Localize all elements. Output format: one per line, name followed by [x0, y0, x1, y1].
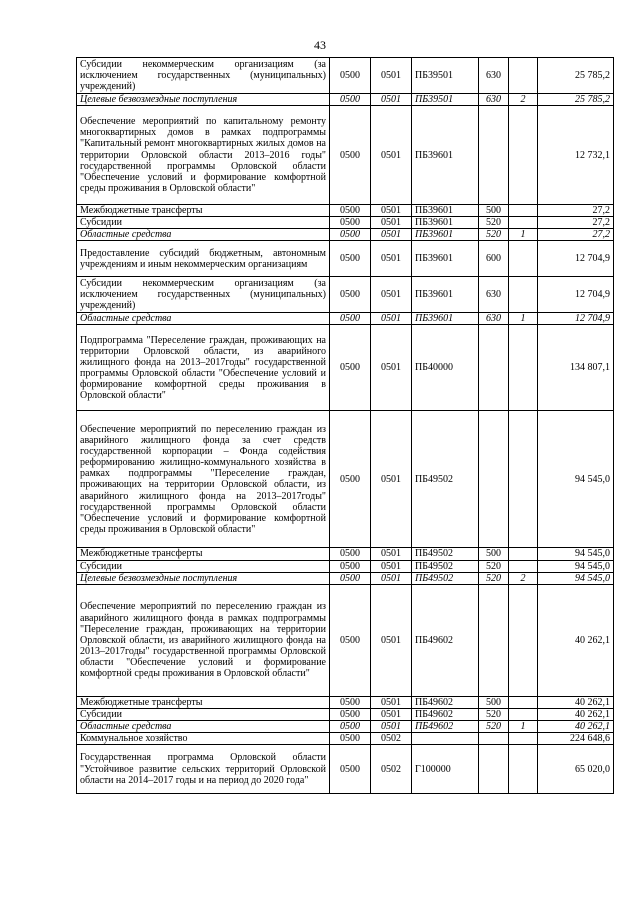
budget-table: [76, 57, 614, 794]
row-section-code: 0500: [330, 325, 371, 411]
row-target-code: [412, 733, 479, 745]
row-amount: 94 545,0: [538, 560, 614, 572]
table-row: [77, 548, 614, 560]
row-description: Целевые безвозмездные поступления: [77, 94, 330, 106]
row-expense-type-code: 500: [479, 205, 509, 217]
row-expense-type-code: 520: [479, 217, 509, 229]
row-section-code: 0500: [330, 277, 371, 313]
row-description: Обеспечение мероприятий по переселению граждан из аварийного жилищного фонда в рамках подпрограммы "Переселение граждан, проживающих на территории Орловской области, из аварийного жилищного фонда на 2013–2017годы" государственной программы Орловской области "Обеспечение условий и формирование комфортной среды проживания в Орловской области": [77, 584, 330, 696]
row-expense-type-code: 520: [479, 720, 509, 732]
row-funding-source-code: [509, 708, 538, 720]
row-section-code: 0500: [330, 58, 371, 94]
row-section-code: 0500: [330, 205, 371, 217]
table-row: [77, 572, 614, 584]
row-funding-source-code: [509, 548, 538, 560]
row-target-code: ПБ49602: [412, 696, 479, 708]
row-target-code: ПБ39601: [412, 217, 479, 229]
row-subsection-code: 0501: [371, 106, 412, 205]
row-amount: 40 262,1: [538, 720, 614, 732]
row-subsection-code: 0501: [371, 708, 412, 720]
row-description: Субсидии некоммерческим организациям (за исключением государственных (муниципальных) учреждений): [77, 277, 330, 313]
row-expense-type-code: 520: [479, 708, 509, 720]
row-description: Областные средства: [77, 720, 330, 732]
table-row: [77, 708, 614, 720]
row-subsection-code: 0501: [371, 313, 412, 325]
row-section-code: 0500: [330, 217, 371, 229]
row-subsection-code: 0501: [371, 572, 412, 584]
row-funding-source-code: 1: [509, 720, 538, 732]
row-section-code: 0500: [330, 720, 371, 732]
row-funding-source-code: [509, 217, 538, 229]
row-subsection-code: 0501: [371, 205, 412, 217]
row-subsection-code: 0501: [371, 241, 412, 277]
row-subsection-code: 0501: [371, 325, 412, 411]
row-expense-type-code: [479, 325, 509, 411]
row-funding-source-code: [509, 411, 538, 548]
row-expense-type-code: 520: [479, 572, 509, 584]
row-expense-type-code: 630: [479, 58, 509, 94]
row-amount: 134 807,1: [538, 325, 614, 411]
row-subsection-code: 0501: [371, 94, 412, 106]
row-target-code: Г100000: [412, 745, 479, 794]
row-amount: 65 020,0: [538, 745, 614, 794]
row-amount: 27,2: [538, 205, 614, 217]
row-funding-source-code: 2: [509, 572, 538, 584]
row-section-code: 0500: [330, 94, 371, 106]
row-subsection-code: 0501: [371, 229, 412, 241]
table-row: [77, 229, 614, 241]
row-funding-source-code: [509, 745, 538, 794]
row-description: Обеспечение мероприятий по капитальному ремонту многоквартирных домов в рамках подпрограммы "Капитальный ремонт многоквартирных жилых домов на территории Орловской области 2013–2016 годы" государственной программы Орловской области "Обеспечение условий и формирование комфортной среды проживания в Орловской области": [77, 106, 330, 205]
table-row: [77, 720, 614, 732]
table-row: [77, 745, 614, 794]
table-row: [77, 217, 614, 229]
row-target-code: ПБ49602: [412, 720, 479, 732]
row-amount: 40 262,1: [538, 696, 614, 708]
row-amount: 25 785,2: [538, 58, 614, 94]
row-funding-source-code: [509, 696, 538, 708]
row-amount: 12 732,1: [538, 106, 614, 205]
row-target-code: ПБ39501: [412, 58, 479, 94]
row-amount: 94 545,0: [538, 572, 614, 584]
table-row: [77, 584, 614, 696]
row-target-code: ПБ49602: [412, 584, 479, 696]
row-funding-source-code: 1: [509, 229, 538, 241]
row-funding-source-code: [509, 205, 538, 217]
table-row: [77, 696, 614, 708]
row-subsection-code: 0501: [371, 58, 412, 94]
row-amount: 12 704,9: [538, 277, 614, 313]
row-amount: 27,2: [538, 229, 614, 241]
row-subsection-code: 0501: [371, 696, 412, 708]
row-amount: 25 785,2: [538, 94, 614, 106]
row-expense-type-code: [479, 733, 509, 745]
table-row: [77, 241, 614, 277]
row-expense-type-code: 630: [479, 94, 509, 106]
row-description: Государственная программа Орловской области "Устойчивое развитие сельских территорий Орловской области на 2014–2017 годы и на период до 2020 года": [77, 745, 330, 794]
row-amount: 40 262,1: [538, 708, 614, 720]
row-funding-source-code: 1: [509, 313, 538, 325]
table-row: [77, 106, 614, 205]
row-funding-source-code: 2: [509, 94, 538, 106]
row-section-code: 0500: [330, 313, 371, 325]
row-amount: 94 545,0: [538, 411, 614, 548]
table-row: [77, 411, 614, 548]
row-description: Подпрограмма "Переселение граждан, проживающих на территории Орловской области, из аварийного жилищного фонда на 2013–2017годы" государственной программы Орловской области "Обеспечение условий и формирование комфортной среды проживания в Орловской области": [77, 325, 330, 411]
row-target-code: ПБ39601: [412, 241, 479, 277]
row-subsection-code: 0501: [371, 584, 412, 696]
row-target-code: ПБ49602: [412, 708, 479, 720]
row-expense-type-code: 500: [479, 548, 509, 560]
row-target-code: ПБ39601: [412, 106, 479, 205]
row-expense-type-code: [479, 106, 509, 205]
row-section-code: 0500: [330, 229, 371, 241]
row-description: Обеспечение мероприятий по переселению граждан из аварийного жилищного фонда за счет средств государственной корпорации – Фонда содействия реформированию жилищно-коммунального хозяйства в рамках подпрограммы "Переселение граждан, проживающих на территории Орловской области, из аварийного жилищного фонда на 2013–2017годы" государственной программы Орловской области "Обеспечение условий и формирование комфортной среды проживания в Орловской области": [77, 411, 330, 548]
row-expense-type-code: 500: [479, 696, 509, 708]
row-description: Целевые безвозмездные поступления: [77, 572, 330, 584]
row-funding-source-code: [509, 325, 538, 411]
row-expense-type-code: [479, 745, 509, 794]
row-target-code: ПБ39601: [412, 229, 479, 241]
row-funding-source-code: [509, 106, 538, 205]
row-subsection-code: 0501: [371, 560, 412, 572]
row-description: Предоставление субсидий бюджетным, автономным учреждениям и иным некоммерческим организациям: [77, 241, 330, 277]
table-row: [77, 58, 614, 94]
page-number: 43: [314, 38, 326, 52]
row-section-code: 0500: [330, 745, 371, 794]
row-subsection-code: 0501: [371, 217, 412, 229]
row-subsection-code: 0501: [371, 411, 412, 548]
table-row: [77, 205, 614, 217]
row-amount: 94 545,0: [538, 548, 614, 560]
table-row: [77, 560, 614, 572]
row-section-code: 0500: [330, 584, 371, 696]
row-subsection-code: 0501: [371, 720, 412, 732]
table-row: [77, 94, 614, 106]
row-description: Субсидии некоммерческим организациям (за исключением государственных (муниципальных) учреждений): [77, 58, 330, 94]
row-expense-type-code: 600: [479, 241, 509, 277]
row-funding-source-code: [509, 241, 538, 277]
row-section-code: 0500: [330, 572, 371, 584]
row-expense-type-code: 630: [479, 277, 509, 313]
row-description: Межбюджетные трансферты: [77, 548, 330, 560]
row-section-code: 0500: [330, 241, 371, 277]
table-row: [77, 313, 614, 325]
row-section-code: 0500: [330, 733, 371, 745]
row-funding-source-code: [509, 584, 538, 696]
row-target-code: ПБ39601: [412, 205, 479, 217]
row-target-code: ПБ49502: [412, 572, 479, 584]
row-amount: 12 704,9: [538, 241, 614, 277]
row-amount: 224 648,6: [538, 733, 614, 745]
row-target-code: ПБ49502: [412, 548, 479, 560]
row-section-code: 0500: [330, 696, 371, 708]
row-funding-source-code: [509, 560, 538, 572]
row-expense-type-code: 630: [479, 313, 509, 325]
row-description: Субсидии: [77, 708, 330, 720]
row-expense-type-code: 520: [479, 229, 509, 241]
row-section-code: 0500: [330, 560, 371, 572]
row-subsection-code: 0502: [371, 745, 412, 794]
table-row: [77, 277, 614, 313]
row-amount: 27,2: [538, 217, 614, 229]
row-subsection-code: 0501: [371, 548, 412, 560]
row-target-code: ПБ39501: [412, 94, 479, 106]
row-target-code: ПБ49502: [412, 411, 479, 548]
row-description: Субсидии: [77, 217, 330, 229]
row-target-code: ПБ39601: [412, 313, 479, 325]
row-section-code: 0500: [330, 106, 371, 205]
row-expense-type-code: 520: [479, 560, 509, 572]
row-description: Межбюджетные трансферты: [77, 696, 330, 708]
row-description: Межбюджетные трансферты: [77, 205, 330, 217]
table-row: [77, 325, 614, 411]
row-section-code: 0500: [330, 708, 371, 720]
row-section-code: 0500: [330, 411, 371, 548]
row-description: Областные средства: [77, 229, 330, 241]
row-funding-source-code: [509, 58, 538, 94]
row-target-code: ПБ39601: [412, 277, 479, 313]
row-subsection-code: 0501: [371, 277, 412, 313]
row-expense-type-code: [479, 411, 509, 548]
row-target-code: ПБ40000: [412, 325, 479, 411]
row-description: Коммунальное хозяйство: [77, 733, 330, 745]
row-amount: 40 262,1: [538, 584, 614, 696]
row-funding-source-code: [509, 277, 538, 313]
row-expense-type-code: [479, 584, 509, 696]
table-row: [77, 733, 614, 745]
row-funding-source-code: [509, 733, 538, 745]
row-amount: 12 704,9: [538, 313, 614, 325]
row-description: Областные средства: [77, 313, 330, 325]
row-target-code: ПБ49502: [412, 560, 479, 572]
row-description: Субсидии: [77, 560, 330, 572]
row-section-code: 0500: [330, 548, 371, 560]
row-subsection-code: 0502: [371, 733, 412, 745]
